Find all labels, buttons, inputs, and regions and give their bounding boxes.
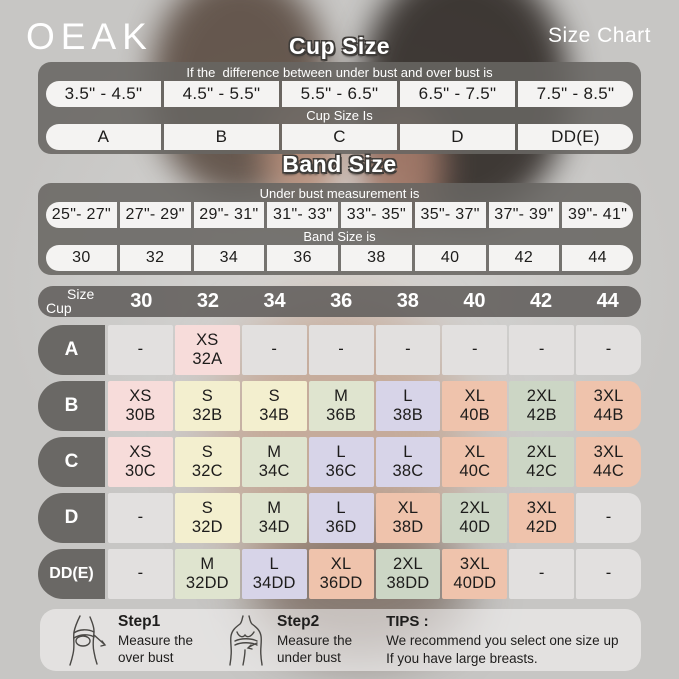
size-cell-32B: S 32B [175,381,240,431]
cup-row-label: D [38,493,105,543]
tips-title: TIPS : [386,612,429,630]
step1-line1: Measure the [118,633,194,649]
size-cell-36D: L 36D [309,493,374,543]
cup-size-condition-header: If the difference between under bust and over bust is [186,65,493,80]
band-number-cell: 42 [489,245,560,271]
matrix-row-D [38,493,641,543]
matrix-row-cells [108,325,641,375]
size-cell-36DD: XL 36DD [309,549,374,599]
brand-logo: OEAK [26,16,153,57]
cup-letter-row [46,124,633,150]
matrix-corner-cell [38,286,108,317]
band-size-title: Band Size [282,151,397,177]
cup-row-label: C [38,437,105,487]
size-cell-32A: XS 32A [175,325,240,375]
cup-letter-cell: C [282,124,397,150]
size-cell-empty: - [576,493,641,543]
cup-range-cell: 6.5" - 7.5" [400,81,515,107]
cup-range-cell: 4.5" - 5.5" [164,81,279,107]
cup-range-row [46,81,633,107]
size-cell-42D: 3XL 42D [509,493,574,543]
cup-size-is-header: Cup Size Is [306,108,373,123]
size-cell-38DD: 2XL 38DD [376,549,441,599]
matrix-row-C [38,437,641,487]
cup-letter-cell: DD(E) [518,124,633,150]
matrix-header-row [38,286,641,317]
cup-letter-cell: B [164,124,279,150]
step1-line2: over bust [118,650,174,665]
size-cell-32D: S 32D [175,493,240,543]
tips-line2: If you have large breasts. [386,650,538,666]
band-range-row [46,202,633,228]
band-number-cell: 44 [562,245,633,271]
step2-line2: under bust [277,650,341,665]
cup-size-table [38,62,641,154]
band-range-cell: 39"- 41" [562,202,633,228]
measure-over-bust-icon [66,614,108,666]
band-number-cell: 34 [194,245,265,271]
size-cell-34DD: L 34DD [242,549,307,599]
matrix-row-cells [108,381,641,431]
size-cell-empty: - [108,325,173,375]
cup-letter-cell: A [46,124,161,150]
size-cell-empty: - [309,325,374,375]
matrix-row-DD(E) [38,549,641,599]
size-cell-44B: 3XL 44B [576,381,641,431]
size-cell-40D: 2XL 40D [442,493,507,543]
band-range-cell: 27"- 29" [120,202,191,228]
band-number-cell: 40 [415,245,486,271]
size-cell-38C: L 38C [376,437,441,487]
band-range-cell: 35"- 37" [415,202,486,228]
size-cell-40C: XL 40C [442,437,507,487]
cup-range-cell: 7.5" - 8.5" [518,81,633,107]
size-cell-36C: L 36C [309,437,374,487]
band-number-cell: 32 [120,245,191,271]
size-cell-32DD: M 32DD [175,549,240,599]
size-cell-empty: - [108,549,173,599]
matrix-row-cells [108,437,641,487]
step1-block [118,613,193,667]
size-cell-42B: 2XL 42B [509,381,574,431]
step1-title: Step1 [118,613,161,631]
matrix-column-header: 38 [396,290,419,312]
band-range-cell: 37"- 39" [489,202,560,228]
band-range-cell: 31"- 33" [267,202,338,228]
matrix-column-header: 36 [330,290,353,312]
tips-line1: We recommend you select one size up [386,632,619,648]
size-matrix [38,286,641,599]
size-cell-30C: XS 30C [108,437,173,487]
matrix-column-header: 32 [196,290,220,312]
cup-row-label: B [38,381,105,431]
size-cell-40B: XL 40B [442,381,507,431]
matrix-column-header: 42 [529,290,553,312]
band-number-row [46,245,633,271]
size-cell-empty: - [576,325,641,375]
matrix-row-B [38,381,641,431]
matrix-row-A [38,325,641,375]
cup-range-cell: 3.5" - 4.5" [46,81,161,107]
matrix-column-header: 40 [463,290,486,312]
corner-cup-label: Cup [46,300,72,316]
step2-line1: Measure the [277,633,353,649]
matrix-column-header: 34 [263,290,286,312]
matrix-row-cells [108,493,641,543]
step2-title: Step2 [277,613,320,631]
band-number-cell: 30 [46,245,117,271]
step2-block [277,613,352,667]
band-size-table [38,183,641,275]
band-range-cell: 33"- 35" [341,202,412,228]
size-cell-34D: M 34D [242,493,307,543]
size-cell-40DD: 3XL 40DD [442,549,507,599]
size-cell-30B: XS 30B [108,381,173,431]
measuring-guide-panel [40,609,641,671]
band-size-is-header: Band Size is [303,229,376,244]
size-cell-44C: 3XL 44C [576,437,641,487]
matrix-band-columns [108,290,641,313]
size-cell-empty: - [376,325,441,375]
tips-block [386,613,618,667]
size-cell-empty: - [108,493,173,543]
size-cell-empty: - [509,325,574,375]
band-range-cell: 25"- 27" [46,202,117,228]
cup-range-cell: 5.5" - 6.5" [282,81,397,107]
size-cell-38B: L 38B [376,381,441,431]
measure-under-bust-icon [225,614,267,666]
size-cell-empty: - [509,549,574,599]
band-number-cell: 36 [267,245,338,271]
band-measurement-header: Under bust measurement is [259,186,420,201]
size-cell-empty: - [242,325,307,375]
cup-row-label: A [38,325,105,375]
corner-size-label: Size [67,286,95,302]
size-cell-34B: S 34B [242,381,307,431]
size-cell-34C: M 34C [242,437,307,487]
matrix-column-header: 30 [130,290,153,312]
matrix-row-cells [108,549,641,599]
page-title: Size Chart [547,24,651,47]
band-range-cell: 29"- 31" [194,202,265,228]
matrix-column-header: 44 [596,290,619,312]
matrix-body [38,325,641,599]
size-cell-empty: - [442,325,507,375]
cup-row-label: DD(E) [38,549,105,599]
size-cell-32C: S 32C [175,437,240,487]
size-cell-empty: - [576,549,641,599]
cup-size-title: Cup Size [288,33,391,59]
size-cell-42C: 2XL 42C [509,437,574,487]
band-number-cell: 38 [341,245,412,271]
size-cell-38D: XL 38D [376,493,441,543]
size-cell-36B: M 36B [309,381,374,431]
cup-letter-cell: D [400,124,515,150]
